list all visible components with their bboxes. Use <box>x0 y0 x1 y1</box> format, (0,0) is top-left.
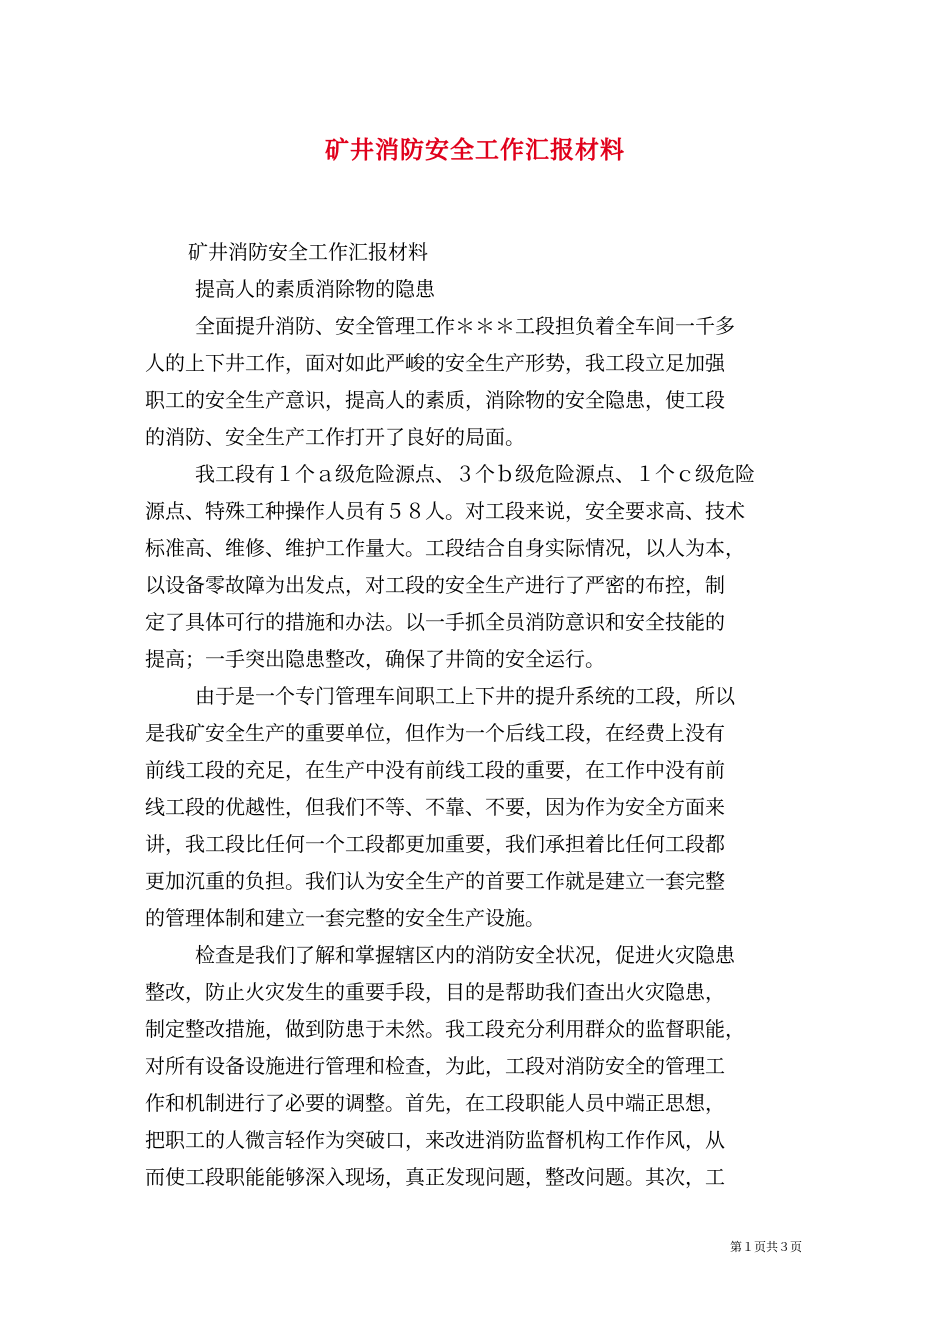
body-line: 人的上下井工作，面对如此严峻的安全生产形势，我工段立足加强 <box>145 351 725 375</box>
body-line: 职工的安全生产意识，提高人的素质，消除物的安全隐患，使工段 <box>145 388 725 412</box>
body-line: 讲，我工段比任何一个工段都更加重要，我们承担着比任何工段都 <box>145 832 725 856</box>
body-line: 全面提升消防、安全管理工作＊＊＊工段担负着全车间一千多 <box>195 314 735 338</box>
body-line: 的消防、安全生产工作打开了良好的局面。 <box>145 425 525 449</box>
body-line: 更加沉重的负担。我们认为安全生产的首要工作就是建立一套完整 <box>145 869 725 893</box>
body-line: 线工段的优越性，但我们不等、不靠、不要，因为作为安全方面来 <box>145 795 725 819</box>
body-line: 整改，防止火灾发生的重要手段，目的是帮助我们查出火灾隐患， <box>145 980 725 1004</box>
body-line: 源点、特殊工种操作人员有５８人。对工段来说，安全要求高、技术 <box>145 499 745 523</box>
body-line: 对所有设备设施进行管理和检查，为此，工段对消防安全的管理工 <box>145 1054 725 1078</box>
body-line: 是我矿安全生产的重要单位，但作为一个后线工段，在经费上没有 <box>145 721 725 745</box>
body-line: 作和机制进行了必要的调整。首先，在工段职能人员中端正思想， <box>145 1091 725 1115</box>
body-line: 检查是我们了解和掌握辖区内的消防安全状况，促进火灾隐患 <box>195 943 735 967</box>
body-line: 我工段有１个ａ级危险源点、３个ｂ级危险源点、１个ｃ级危险 <box>195 462 755 486</box>
body-line: 的管理体制和建立一套完整的安全生产设施。 <box>145 906 545 930</box>
body-line: 前线工段的充足，在生产中没有前线工段的重要，在工作中没有前 <box>145 758 725 782</box>
body-line: 以设备零故障为出发点，对工段的安全生产进行了严密的布控，制 <box>145 573 725 597</box>
body-line: 而使工段职能能够深入现场，真正发现问题，整改问题。其次，工 <box>145 1165 725 1189</box>
body-line: 矿井消防安全工作汇报材料 <box>188 240 428 264</box>
body-line: 提高人的素质消除物的隐患 <box>195 277 435 301</box>
body-line: 由于是一个专门管理车间职工上下井的提升系统的工段，所以 <box>195 684 735 708</box>
body-line: 定了具体可行的措施和办法。以一手抓全员消防意识和安全技能的 <box>145 610 725 634</box>
body-line: 标准高、维修、维护工作量大。工段结合自身实际情况，以人为本， <box>145 536 745 560</box>
body-line: 提高；一手突出隐患整改，确保了井筒的安全运行。 <box>145 647 605 671</box>
document-body <box>145 234 807 1196</box>
body-line: 把职工的人微言轻作为突破口，来改进消防监督机构工作作风，从 <box>145 1128 725 1152</box>
document-title: 矿井消防安全工作汇报材料 <box>325 135 625 164</box>
page-number-footer: 第１页共３页 <box>729 1240 802 1254</box>
body-line: 制定整改措施，做到防患于未然。我工段充分利用群众的监督职能， <box>145 1017 745 1041</box>
